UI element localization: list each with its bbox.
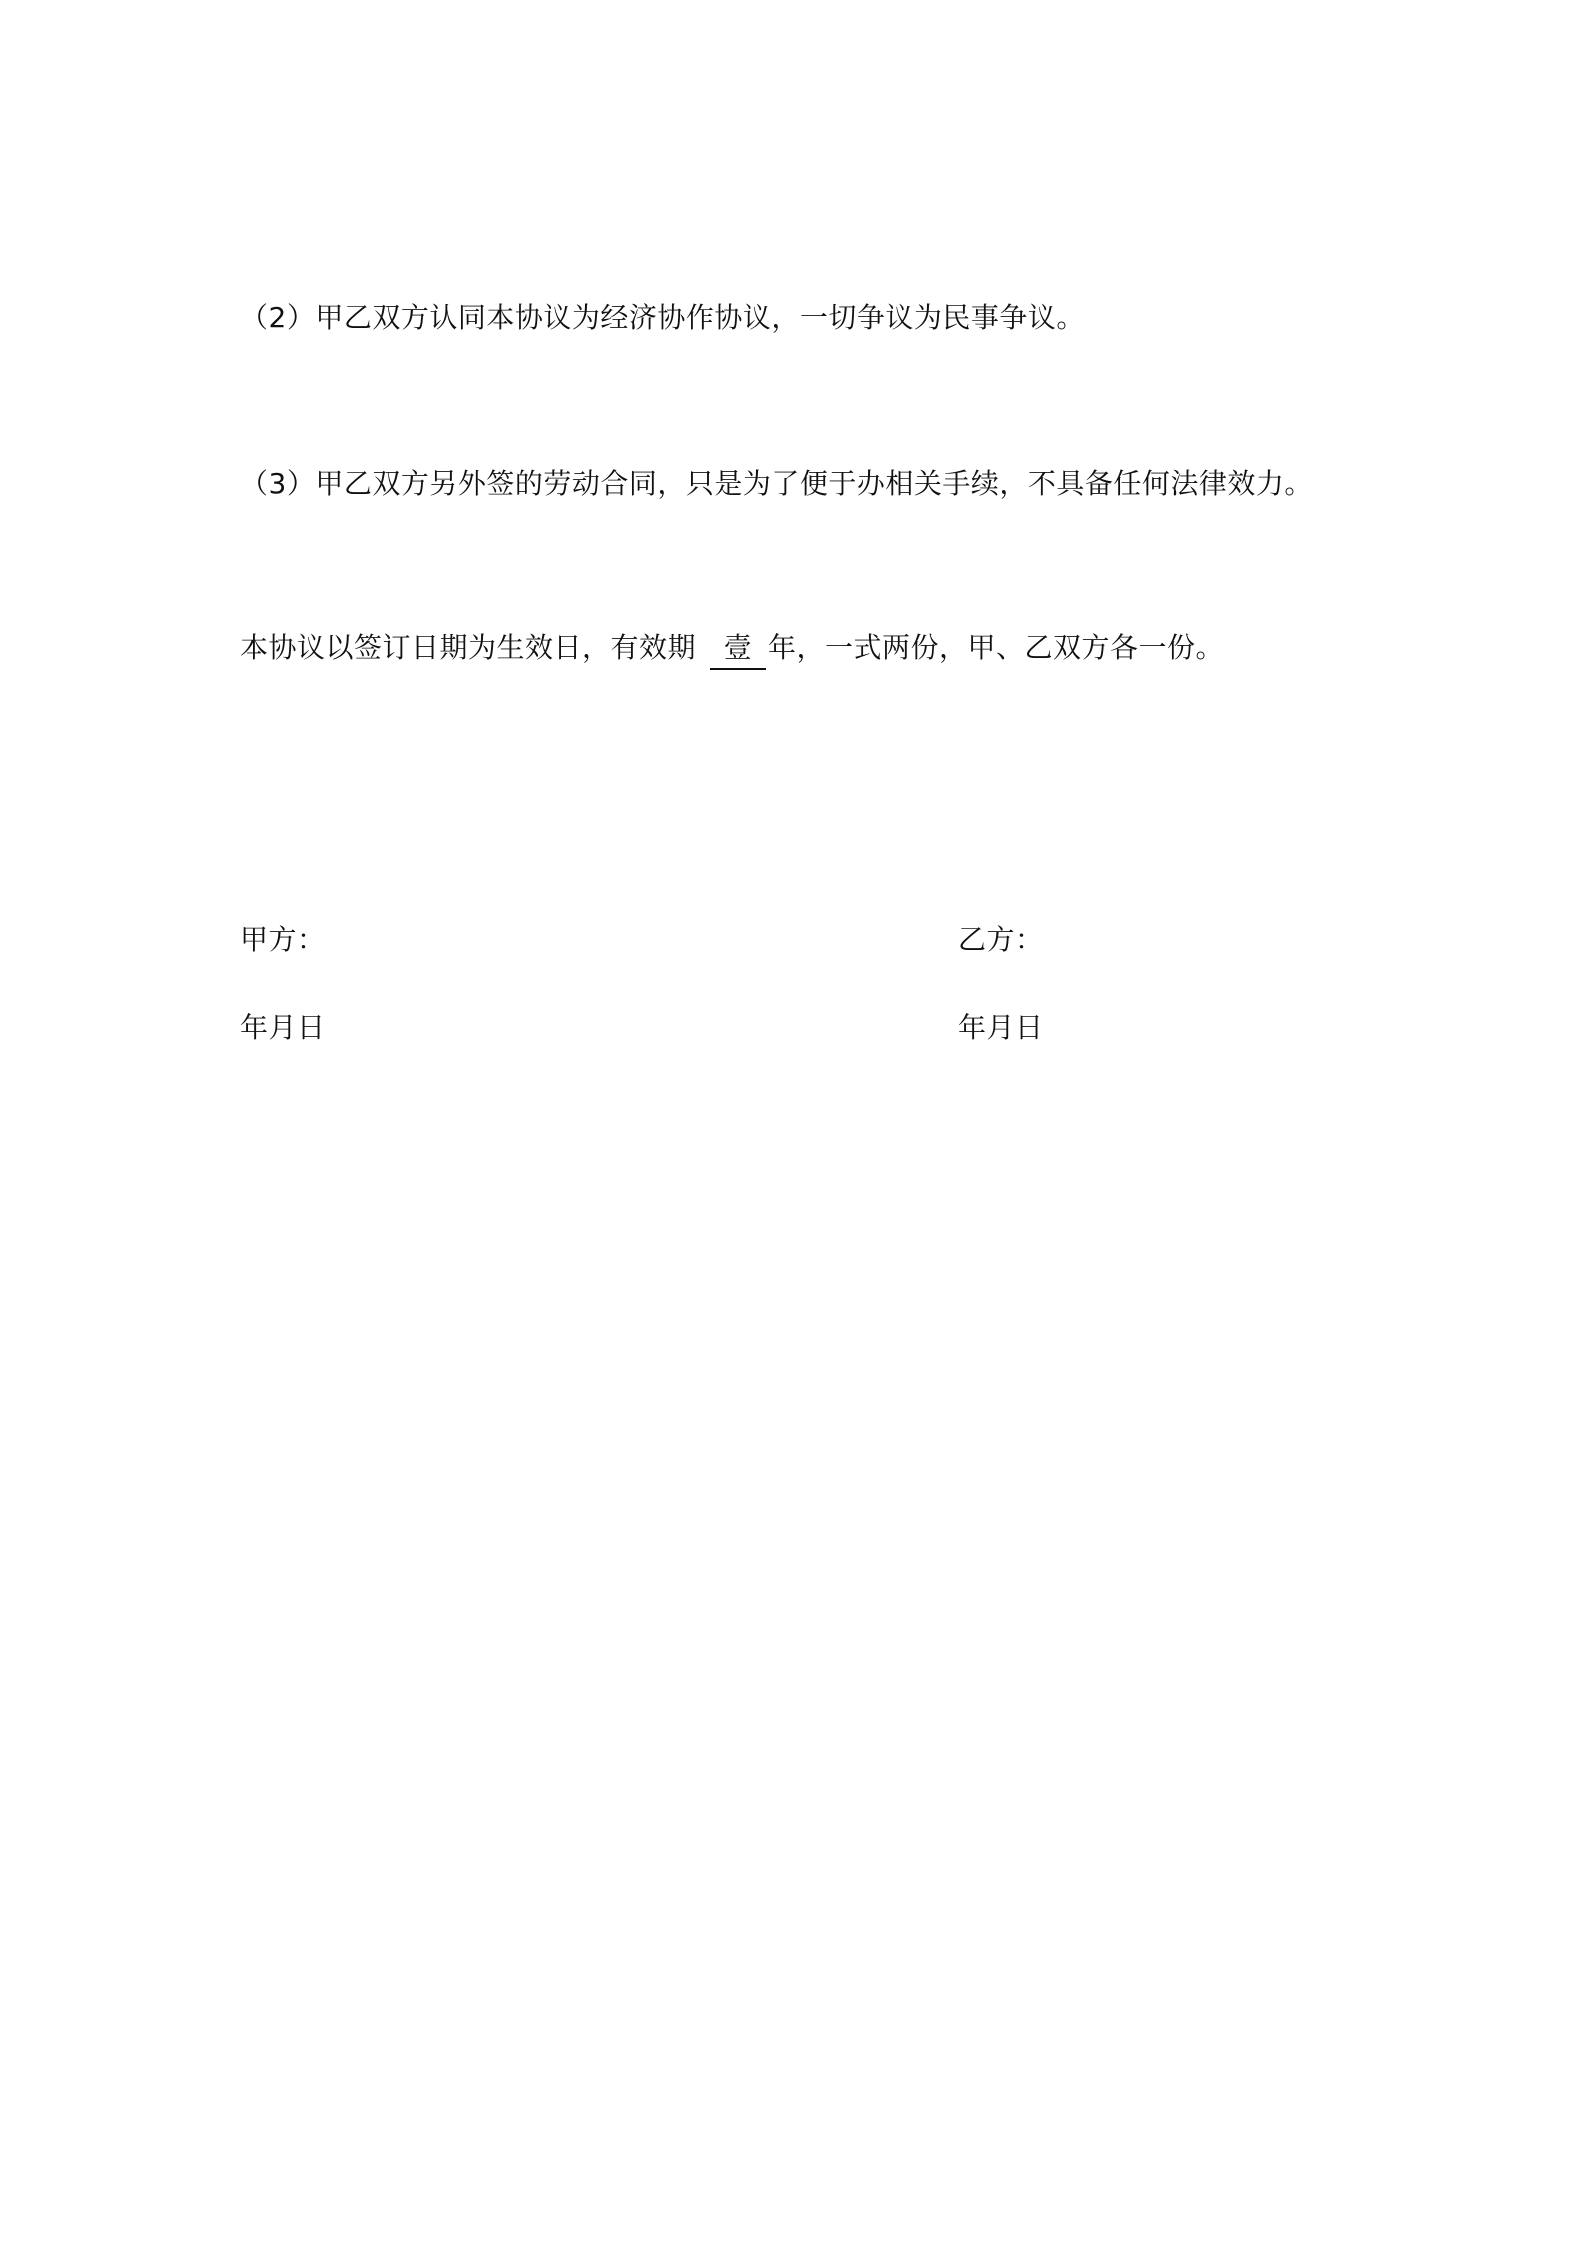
party-b-label: 乙方： xyxy=(958,923,1044,956)
validity-term-field: 壹 xyxy=(710,630,766,670)
clause-3 xyxy=(240,466,1313,502)
clause-text: 甲乙双方另外签的劳动合同，只是为了便于办相关手续，不具备任何法律效力。 xyxy=(315,467,1313,500)
party-b-date: 年月日 xyxy=(958,1011,1044,1044)
clause-number: （3） xyxy=(240,467,316,500)
party-a-label: 甲方： xyxy=(240,923,326,956)
clause-2 xyxy=(240,300,1085,336)
validity-text-after: 年，一式两份，甲、乙双方各一份。 xyxy=(768,631,1225,664)
party-a-date: 年月日 xyxy=(240,1011,326,1044)
validity-paragraph xyxy=(240,630,1224,670)
clause-number: （2） xyxy=(240,301,316,334)
validity-text-before: 本协议以签订日期为生效日，有效期 xyxy=(240,631,697,664)
clause-text: 甲乙双方认同本协议为经济协作协议，一切争议为民事争议。 xyxy=(315,301,1085,334)
